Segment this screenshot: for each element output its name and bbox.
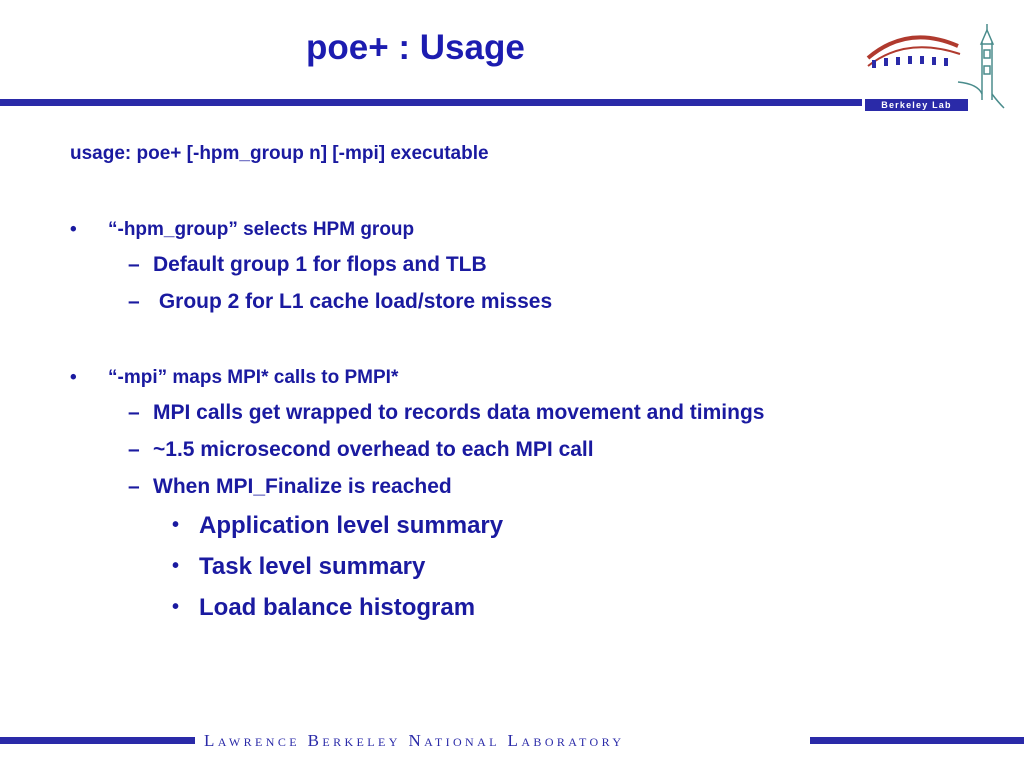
bullet-mark: • [172,555,180,577]
footer-divider-left [0,737,195,744]
bullet-mark: • [172,514,180,536]
usage-line: usage: poe+ [-hpm_group n] [-mpi] executable [70,143,489,164]
dash-mark: – [128,475,140,498]
dash-mark: – [128,253,140,276]
footer-lab-name: Lawrence Berkeley National Laboratory [204,731,625,750]
bullet-mark: • [70,367,77,388]
footer-divider-right [810,737,1024,744]
sub-sub-bullet-text: Load balance histogram [199,594,476,621]
sub-bullet-text: ~1.5 microsecond overhead to each MPI call [153,438,594,461]
bullet-text: “-hpm_group” selects HPM group [108,219,415,240]
sub-bullet-text: MPI calls get wrapped to records data movement and timings [153,401,765,424]
bullet-text: “-mpi” maps MPI* calls to PMPI* [108,367,399,388]
slide-title: poe+ : Usage [306,28,525,67]
bullet-mark: • [70,219,77,240]
logo-badge: Berkeley Lab [865,99,968,111]
bullet-mark: • [172,596,180,618]
sub-bullet-text: Group 2 for L1 cache load/store misses [153,290,553,313]
sub-sub-bullet-text: Task level summary [199,553,426,580]
sub-bullet-text: When MPI_Finalize is reached [153,475,452,498]
dash-mark: – [128,438,140,461]
sub-bullet-text: Default group 1 for flops and TLB [153,253,487,276]
top-divider [0,99,862,106]
dash-mark: – [128,290,140,313]
sub-sub-bullet-text: Application level summary [199,512,504,539]
dash-mark: – [128,401,140,424]
